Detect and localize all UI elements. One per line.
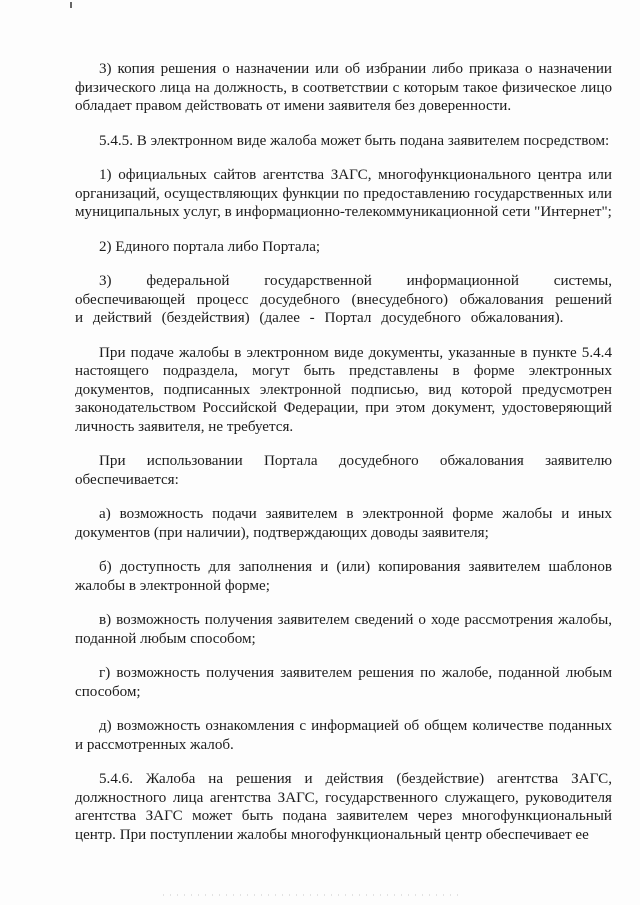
scan-artifact xyxy=(70,2,72,8)
paragraph-electronic-documents: При подаче жалобы в электронном виде документы, указанные в пункте 5.4.4 настоящего подраздела, могут быть представлены в форме электронных документов, подписанных электронной подписью, вид которой предусмотрен законодательством Российской Федерации, при этом документ, удостоверяющий личность заявителя, не требуется. xyxy=(75,344,612,435)
document-body xyxy=(75,60,612,844)
paragraph-item-3-federal-system: 3) федеральной государственной информационной системы, обеспечивающей процесс досудебного (внесудебного) обжалования решений и действий (бездействия) (далее - Портал досудебного обжалования). xyxy=(75,273,612,326)
paragraph-5-4-5: 5.4.5. В электронном виде жалоба может быть подана заявителем посредством: xyxy=(99,132,610,149)
paragraph-item-b: б) доступность для заполнения и (или) копирования заявителем шаблонов жалобы в электронной форме; xyxy=(75,559,612,594)
paragraph-item-3-copy: 3) копия решения о назначении или об избрании либо приказа о назначении физического лица на должность, в соответствии с которым такое физическое лицо обладает правом действовать от имени заявителя без доверенности. xyxy=(75,61,612,114)
paragraph-item-d: д) возможность ознакомления с информацией об общем количестве поданных и рассмотренных жалоб. xyxy=(75,718,612,753)
paragraph-item-g: г) возможность получения заявителем решения по жалобе, поданной любым способом; xyxy=(75,665,612,700)
paragraph-5-4-6: 5.4.6. Жалоба на решения и действия (бездействие) агентства ЗАГС, должностного лица агентства ЗАГС, государственного служащего, руководителя агентства ЗАГС может быть подана заявителем через многофункциональный центр. При поступлении жалобы многофункциональный центр обеспечивает ее xyxy=(75,771,612,843)
paragraph-item-1-sites: 1) официальных сайтов агентства ЗАГС, многофункционального центра или организаций, осуществляющих функции по предоставлению государственных или муниципальных услуг, в информационно-телекоммуникационной сети "Интернет"; xyxy=(75,167,612,220)
paragraph-item-a: а) возможность подачи заявителем в электронной форме жалобы и иных документов (при наличии), подтверждающих доводы заявителя; xyxy=(75,506,612,541)
scan-noise xyxy=(160,893,460,897)
paragraph-portal-provides: При использовании Портала досудебного обжалования заявителю обеспечивается: xyxy=(75,453,612,488)
paragraph-item-v: в) возможность получения заявителем сведений о ходе рассмотрения жалобы, поданной любым способом; xyxy=(75,612,612,647)
paragraph-item-2-portal: 2) Единого портала либо Портала; xyxy=(99,238,321,255)
